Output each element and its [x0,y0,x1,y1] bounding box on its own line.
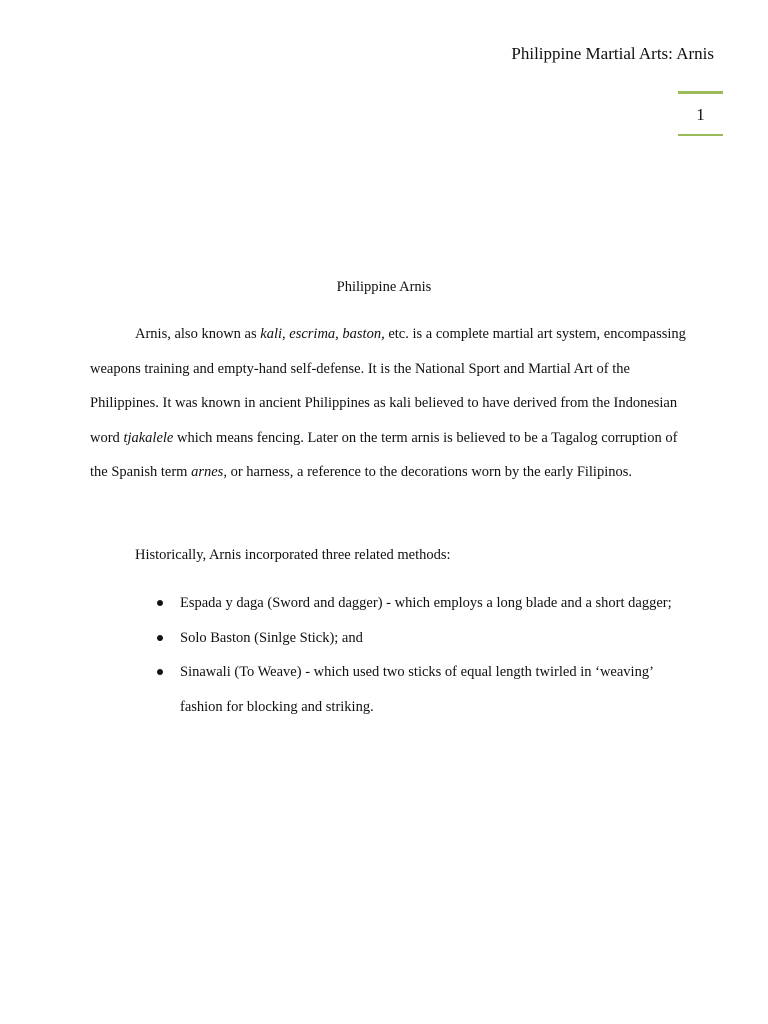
bullet-icon [157,669,163,675]
paragraph-intro-italic-2: tjakalele [123,429,174,446]
document-title: Philippine Arnis [336,279,432,295]
paragraph-intro-italic-3: arnes, [191,464,227,481]
paragraph-intro-italic-1: kali, escrima, baston, [260,326,385,342]
list-item-text: Espada y daga (Sword and dagger) - which employs a long blade and a short dagger; [180,595,672,611]
list-item-text: Sinawali (To Weave) - which used two sticks of equal length twirled in ‘weaving’ fashion for blocking and striking. [180,664,653,715]
list-item [90,655,690,724]
paragraph-intro-text-3: which means fencing. Later on the term arnis is believed to be a Tagalog corruption of the Spanish term [90,429,678,481]
bullet-icon [157,635,163,641]
paragraph-intro-text-2: etc. is a complete martial art system, encompassing weapons training and empty-hand self-defense. It is the National Sport and Martial Art of the Philippines. It was known in ancient Philippines as kali believed to have derived from the Indonesian word [90,326,686,446]
list-item [90,621,690,656]
paragraph-intro-text-4: or harness, a reference to the decorations worn by the early Filipinos. [226,464,633,481]
paragraph-intro [90,317,690,490]
bullet-icon [157,600,163,606]
page-number-bottom-rule [678,134,723,136]
list-item [90,586,690,621]
paragraph-methods-intro: Historically, Arnis incorporated three related methods: [135,547,451,563]
running-title: Philippine Martial Arts: Arnis [511,44,714,63]
paragraph-intro-text-1: Arnis, also known as [135,326,261,342]
methods-list [90,586,690,724]
page-number-box [678,91,723,136]
page-number-top-rule [678,91,723,94]
list-item-text: Solo Baston (Sinlge Stick); and [180,629,363,646]
page-number: 1 [696,105,705,124]
